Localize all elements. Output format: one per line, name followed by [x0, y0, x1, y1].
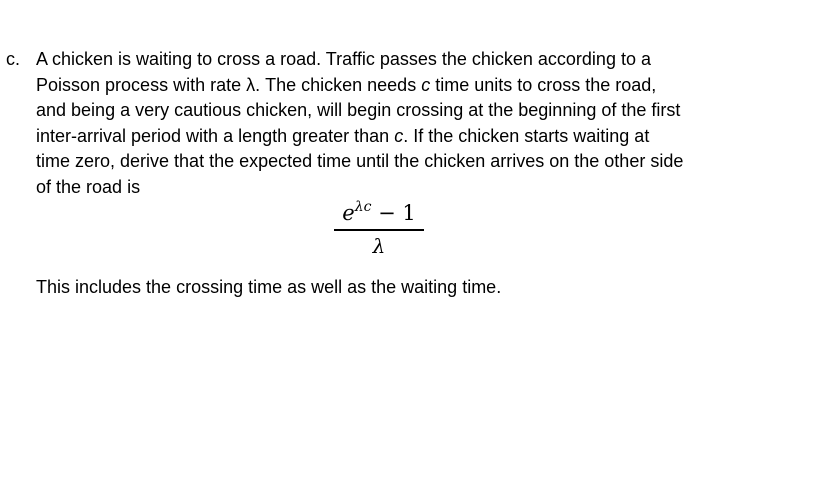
problem-marker: c.	[6, 49, 21, 69]
expected-time-formula	[332, 199, 426, 261]
statement-line-2-tail: time units to cross the road,	[430, 74, 657, 95]
formula-exponent: λc	[354, 199, 372, 215]
statement-line-2	[36, 73, 806, 99]
statement-line-6: of the road is	[36, 176, 141, 197]
formula-numerator-rest: − 1	[371, 201, 416, 225]
statement-line-3: and being a very cautious chicken, will begin crossing at the beginning of the first	[36, 100, 681, 120]
statement-line-4-tail: . If the chicken starts waiting at	[403, 125, 650, 146]
closing-sentence: This includes the crossing time as well as the waiting time.	[36, 277, 502, 297]
formula-numerator	[332, 199, 426, 229]
statement-line-4-text: inter-arrival period with a length greater than	[36, 125, 395, 146]
statement-line-2-text: Poisson process with rate λ. The chicken needs	[36, 74, 422, 95]
problem-statement	[36, 47, 806, 200]
formula-base: e	[342, 201, 355, 225]
formula-denominator: λ	[372, 233, 386, 258]
statement-line-5: time zero, derive that the expected time until the chicken arrives on the other side	[36, 151, 684, 171]
statement-line-4	[36, 124, 806, 150]
variable-c: c	[421, 74, 431, 95]
statement-line-1: A chicken is waiting to cross a road. Traffic passes the chicken according to a	[36, 49, 651, 69]
variable-c: c	[394, 125, 404, 146]
